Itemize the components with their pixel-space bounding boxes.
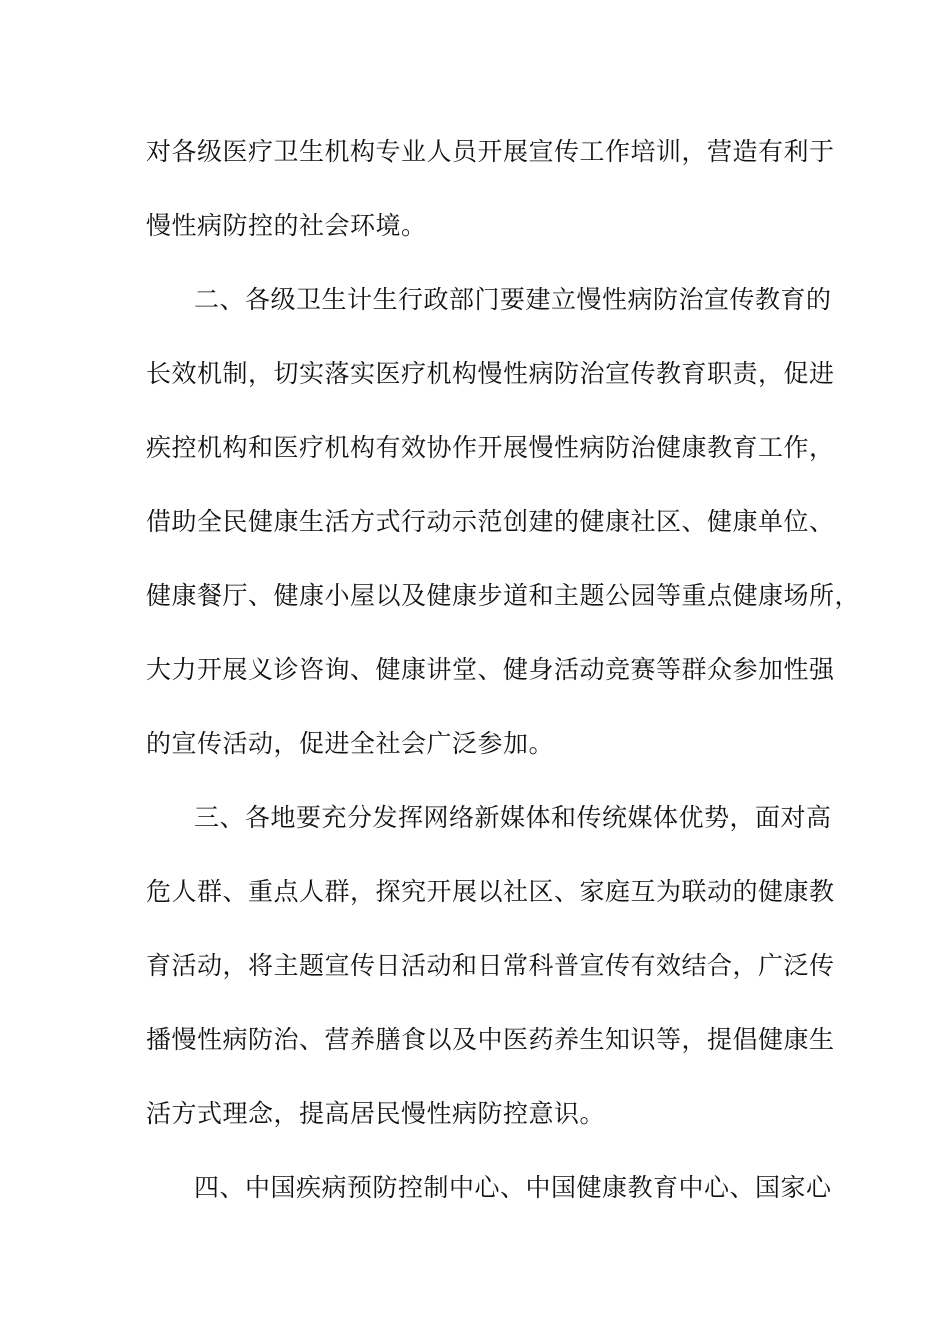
- paragraph-line: 大力开展义诊咨询、健康讲堂、健身活动竞赛等群众参加性强: [146, 655, 835, 684]
- paragraph-line: 疾控机构和医疗机构有效协作开展慢性病防治健康教育工作，: [146, 433, 835, 462]
- paragraph-line: 对各级医疗卫生机构专业人员开展宣传工作培训，营造有利于: [146, 137, 835, 166]
- paragraph-line: 播慢性病防治、营养膳食以及中医药养生知识等，提倡健康生: [146, 1025, 835, 1054]
- paragraph-line: 四、中国疾病预防控制中心、中国健康教育中心、国家心: [194, 1173, 832, 1202]
- paragraph-line: 三、各地要充分发挥网络新媒体和传统媒体优势，面对高: [194, 803, 832, 832]
- paragraph-line: 慢性病防控的社会环境。: [146, 211, 427, 240]
- paragraph-line: 活方式理念，提高居民慢性病防控意识。: [146, 1099, 606, 1128]
- paragraph-line: 长效机制，切实落实医疗机构慢性病防治宣传教育职责，促进: [146, 359, 835, 388]
- paragraph-line: 健康餐厅、健康小屋以及健康步道和主题公园等重点健康场所，: [146, 581, 861, 610]
- paragraph-line: 育活动，将主题宣传日活动和日常科普宣传有效结合，广泛传: [146, 951, 835, 980]
- paragraph-line: 二、各级卫生计生行政部门要建立慢性病防治宣传教育的: [194, 285, 832, 314]
- paragraph-line: 危人群、重点人群，探究开展以社区、家庭互为联动的健康教: [146, 877, 835, 906]
- paragraph-line: 借助全民健康生活方式行动示范创建的健康社区、健康单位、: [146, 507, 835, 536]
- paragraph-line: 的宣传活动，促进全社会广泛参加。: [146, 729, 555, 758]
